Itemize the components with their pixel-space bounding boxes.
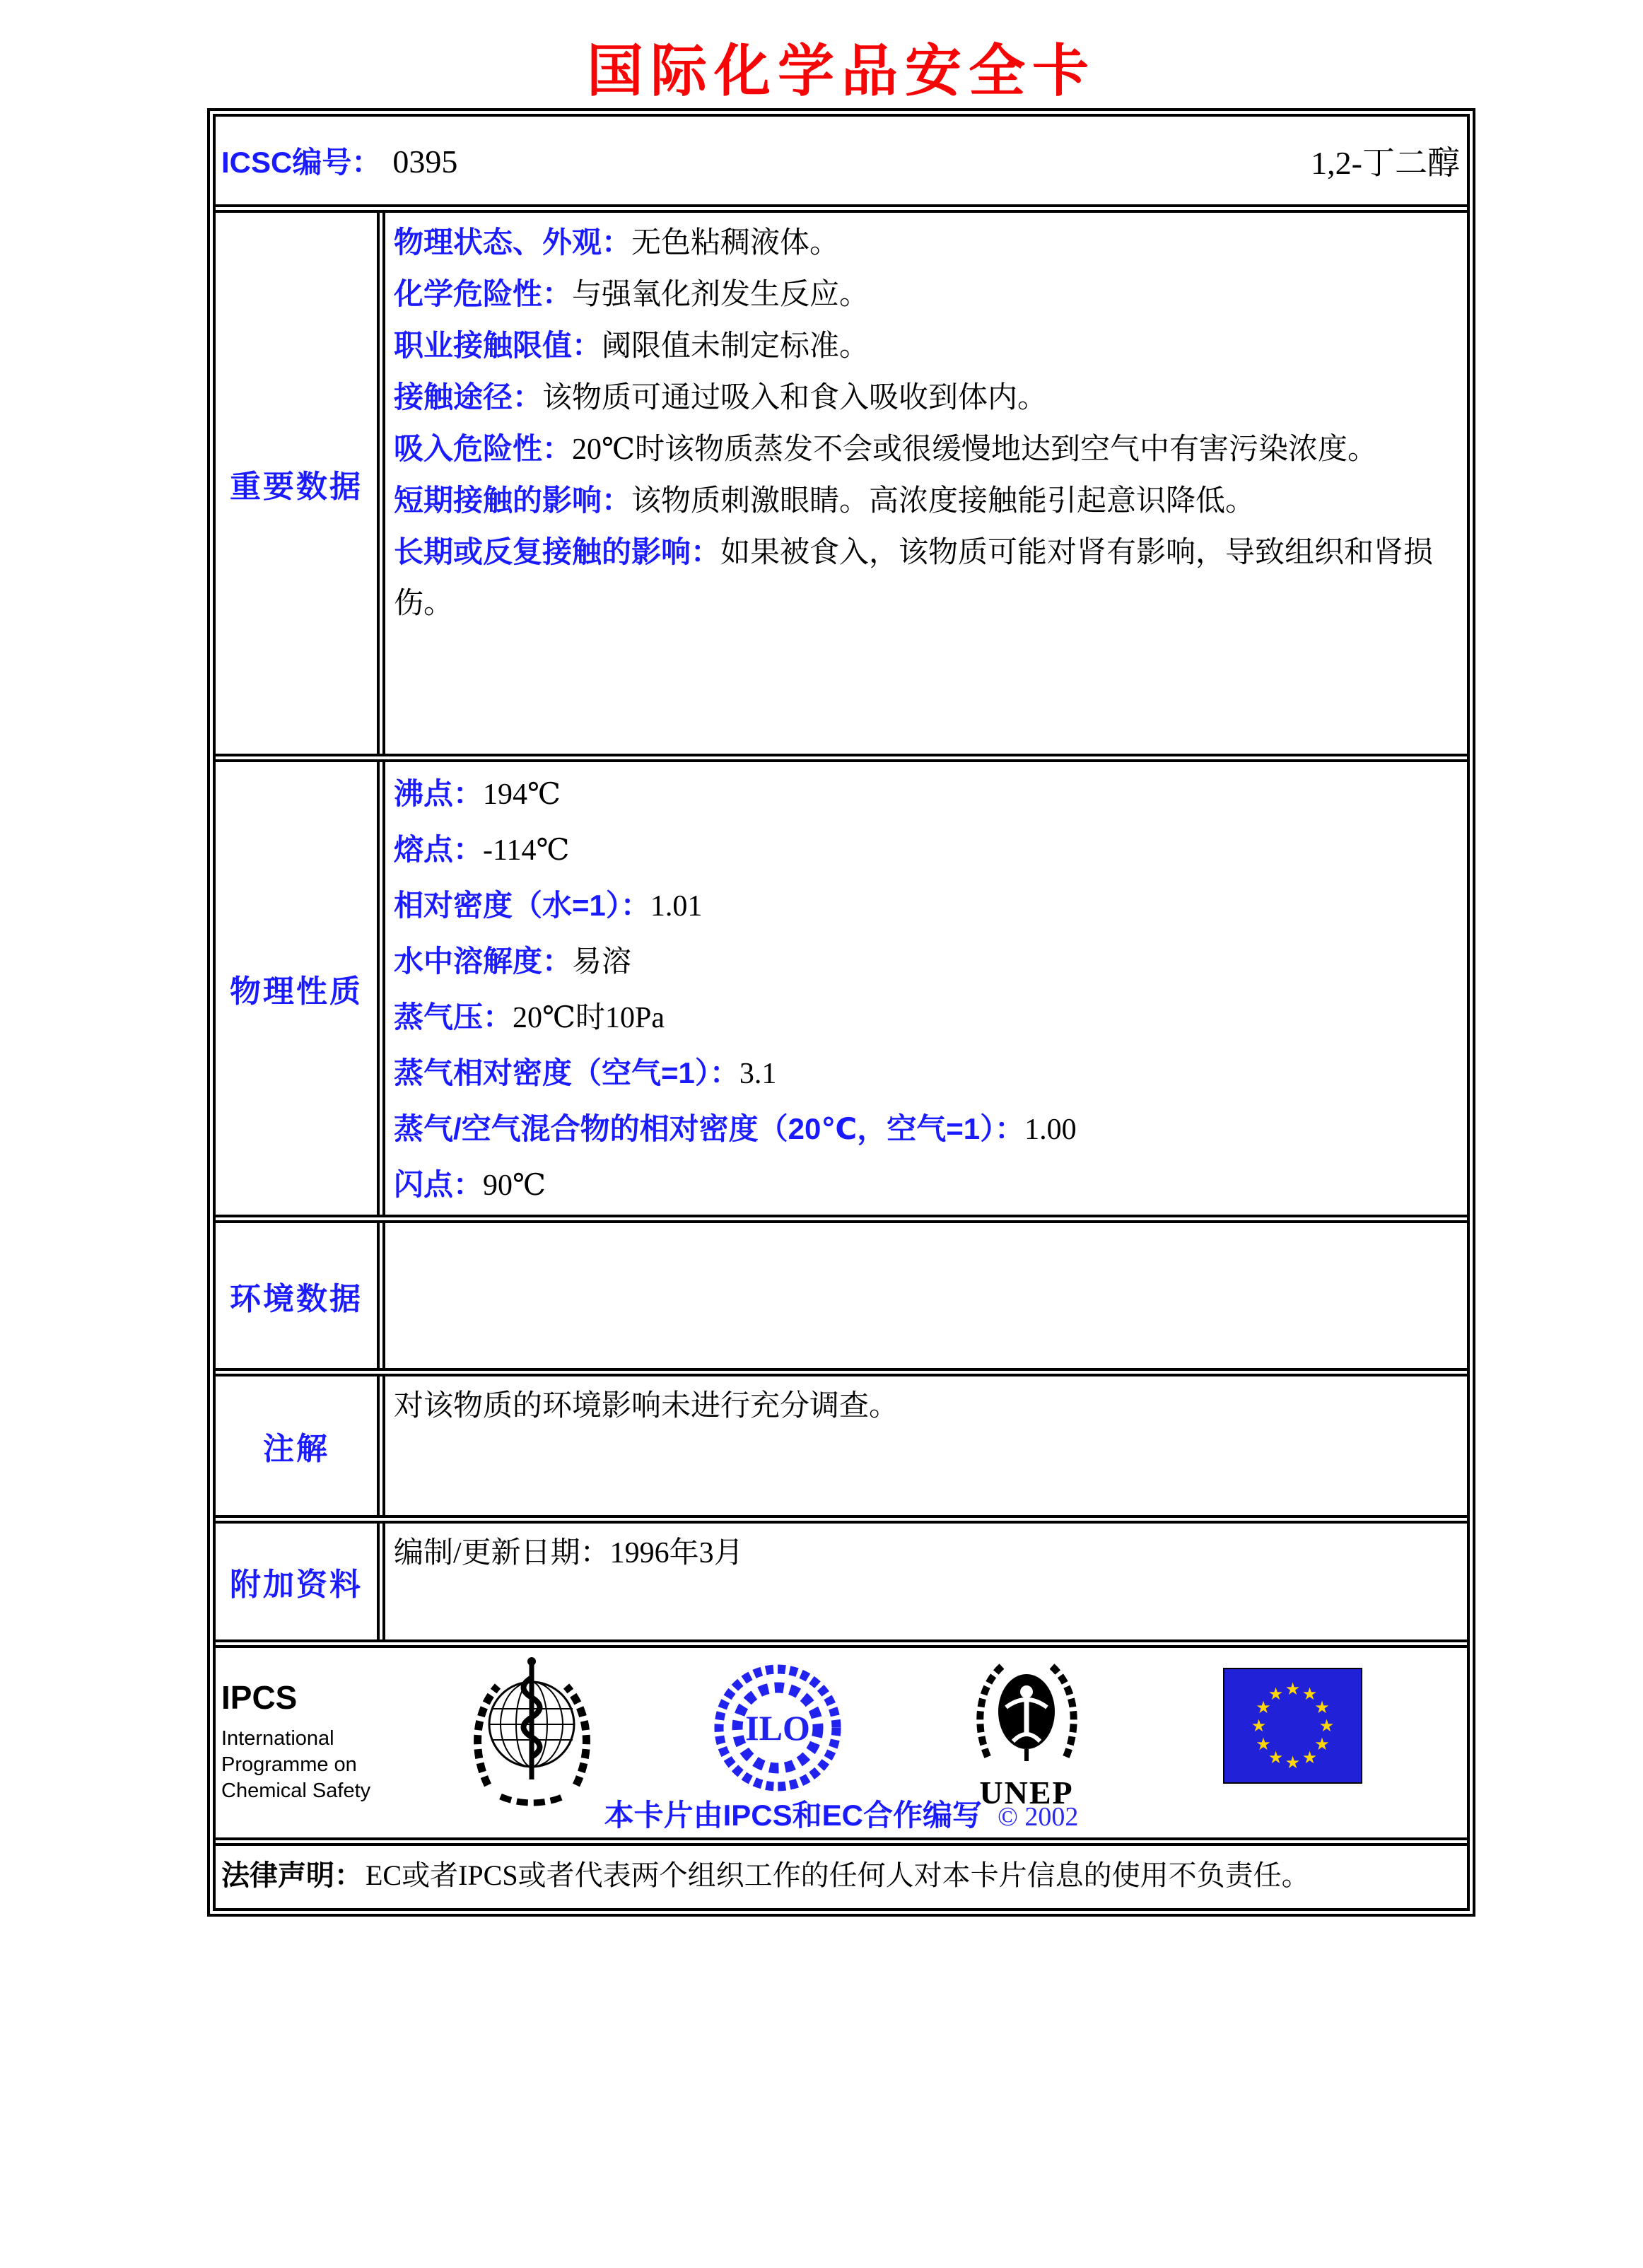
physical-item: 蒸气相对密度（空气=1）：3.1 — [394, 1056, 777, 1090]
additional-info-text: 编制/更新日期：1996年3月 — [394, 1537, 744, 1570]
environmental-data-row — [216, 1223, 1467, 1376]
icsc-number-label: ICSC编号： — [221, 146, 382, 179]
unep-logo-icon — [965, 1649, 1089, 1813]
copyright-text: © 2002 — [998, 1802, 1079, 1832]
physical-properties-row — [216, 762, 1467, 1223]
svg-text:★: ★ — [1268, 1748, 1284, 1767]
organizations-logo-row — [216, 1648, 1467, 1846]
safety-card-table — [207, 108, 1475, 1917]
section-label-additional-info: 附加资料 — [216, 1524, 385, 1639]
svg-text:★: ★ — [1285, 1679, 1301, 1699]
svg-text:★: ★ — [1319, 1716, 1335, 1736]
important-item: 吸入危险性：20℃时该物质蒸发不会或很缓慢地达到空气中有害污染浓度。 — [394, 432, 1378, 466]
ilo-logo-icon — [711, 1659, 845, 1801]
ipcs-text-block — [221, 1680, 370, 1804]
eu-flag-icon — [1223, 1668, 1362, 1784]
icsc-number-group — [221, 139, 457, 182]
ipcs-title: IPCS — [221, 1679, 298, 1716]
icsc-number-value: 0395 — [392, 144, 458, 180]
notes-text: 对该物质的环境影响未进行充分调查。 — [394, 1390, 899, 1422]
section-label-environmental-data: 环境数据 — [216, 1223, 385, 1368]
notes-content — [385, 1376, 1467, 1515]
svg-text:★: ★ — [1268, 1684, 1284, 1704]
physical-item: 蒸气/空气混合物的相对密度（20℃，空气=1）：1.00 — [394, 1112, 1077, 1146]
important-item: 短期接触的影响：该物质刺激眼睛。高浓度接触能引起意识降低。 — [394, 484, 1256, 518]
svg-text:★: ★ — [1256, 1734, 1271, 1754]
section-label-notes: 注解 — [216, 1376, 385, 1515]
important-item: 化学危险性：与强氧化剂发生反应。 — [394, 277, 870, 311]
physical-item: 相对密度（水=1）：1.01 — [394, 889, 703, 923]
legal-statement-row — [216, 1846, 1467, 1908]
additional-info-row — [216, 1524, 1467, 1648]
section-label-physical-properties: 物理性质 — [216, 762, 385, 1215]
important-item: 接触途径：该物质可通过吸入和食入吸收到体内。 — [394, 380, 1048, 414]
svg-text:★: ★ — [1314, 1697, 1330, 1717]
notes-row — [216, 1376, 1467, 1524]
important-data-content — [385, 213, 1467, 754]
svg-text:★: ★ — [1314, 1734, 1330, 1754]
chemical-name: 1,2-丁二醇 — [1311, 145, 1460, 181]
additional-info-content — [385, 1524, 1467, 1639]
ipcs-description: International Programme on Chemical Safety — [221, 1727, 371, 1802]
important-item: 职业接触限值：阈限值未制定标准。 — [394, 329, 870, 363]
physical-item: 熔点：-114℃ — [394, 833, 570, 867]
svg-text:★: ★ — [1256, 1697, 1271, 1717]
physical-item: 沸点：194℃ — [394, 777, 561, 811]
section-label-important-data: 重要数据 — [216, 213, 385, 754]
svg-text:★: ★ — [1285, 1753, 1301, 1772]
svg-text:UNEP: UNEP — [979, 1775, 1074, 1811]
physical-item: 蒸气压：20℃时10Pa — [394, 1000, 665, 1034]
who-logo-icon — [460, 1654, 604, 1809]
cooperation-caption — [216, 1792, 1467, 1835]
physical-item: 水中溶解度：易溶 — [394, 945, 632, 978]
cooperation-caption-text: 本卡片由IPCS和EC合作编写 — [604, 1799, 982, 1832]
environmental-data-content — [385, 1223, 1467, 1368]
legal-statement-text: EC或者IPCS或者代表两个组织工作的任何人对本卡片信息的使用不负责任。 — [366, 1859, 1310, 1891]
legal-statement-label: 法律声明： — [221, 1860, 363, 1891]
physical-properties-content — [385, 762, 1467, 1215]
important-data-row — [216, 213, 1467, 762]
important-item: 物理状态、外观：无色粘稠液体。 — [394, 226, 840, 259]
svg-text:ILO: ILO — [745, 1708, 810, 1748]
important-item: 长期或反复接触的影响：如果被食入，该物质可能对肾有影响，导致组织和肾损伤。 — [394, 535, 1434, 620]
svg-text:★: ★ — [1251, 1716, 1267, 1736]
svg-text:★: ★ — [1302, 1684, 1318, 1704]
svg-text:★: ★ — [1302, 1748, 1318, 1767]
page-title: 国际化学品安全卡 — [587, 41, 1096, 103]
physical-item: 闪点：90℃ — [394, 1168, 546, 1202]
icsc-header-row — [216, 117, 1467, 213]
